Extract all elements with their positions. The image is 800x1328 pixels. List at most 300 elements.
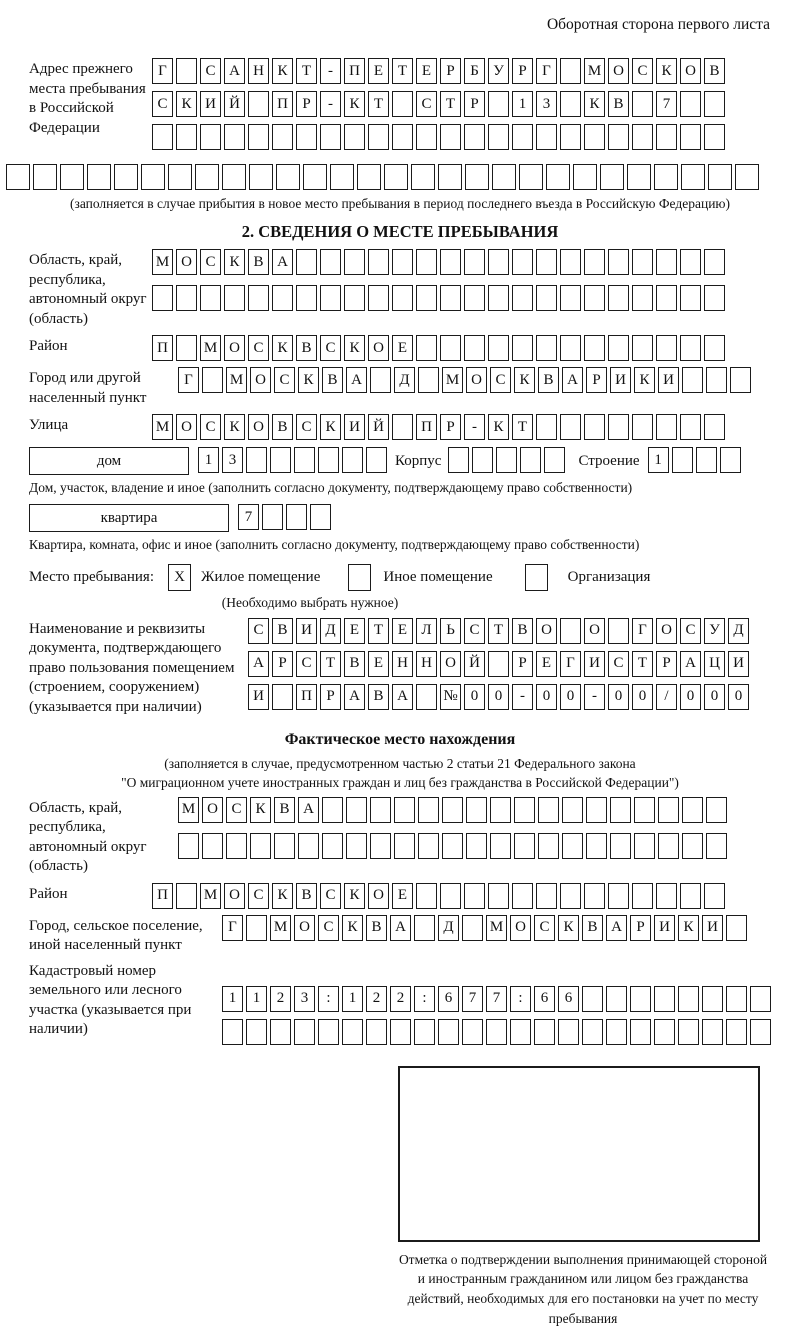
grid-cell bbox=[486, 1019, 507, 1045]
organization-label: Организация bbox=[567, 568, 651, 585]
grid-cell: В bbox=[248, 249, 269, 275]
stamp-area bbox=[398, 1066, 768, 1328]
organization-checkbox bbox=[525, 564, 548, 591]
prev-address-row-2 bbox=[152, 91, 728, 117]
grid-cell bbox=[272, 124, 293, 150]
grid-cell: М bbox=[200, 883, 221, 909]
grid-cell bbox=[730, 367, 751, 393]
grid-cell bbox=[298, 833, 319, 859]
grid-cell: А bbox=[392, 684, 413, 710]
grid-cell bbox=[246, 1019, 267, 1045]
grid-cell: О bbox=[250, 367, 271, 393]
grid-cell bbox=[682, 367, 703, 393]
grid-cell bbox=[394, 833, 415, 859]
grid-cell: 7 bbox=[462, 986, 483, 1012]
grid-cell: 0 bbox=[632, 684, 653, 710]
grid-cell: Т bbox=[296, 58, 317, 84]
grid-cell bbox=[344, 124, 365, 150]
grid-cell bbox=[270, 447, 291, 473]
grid-cell bbox=[448, 447, 469, 473]
grid-cell bbox=[654, 1019, 675, 1045]
grid-cell: О bbox=[656, 618, 677, 644]
grid-cell bbox=[656, 249, 677, 275]
grid-cell bbox=[168, 164, 192, 190]
grid-cell bbox=[512, 124, 533, 150]
grid-cell bbox=[114, 164, 138, 190]
document-block bbox=[0, 618, 800, 718]
s2-raion-label: Район bbox=[29, 338, 68, 355]
grid-cell bbox=[536, 335, 557, 361]
grid-cell: Е bbox=[536, 651, 557, 677]
grid-cell: Г bbox=[152, 58, 173, 84]
grid-cell: / bbox=[656, 684, 677, 710]
grid-cell bbox=[270, 1019, 291, 1045]
corner-note: Оборотная сторона первого листа bbox=[546, 16, 770, 33]
grid-cell bbox=[392, 414, 413, 440]
grid-cell: Т bbox=[368, 618, 389, 644]
grid-cell bbox=[706, 367, 727, 393]
grid-cell bbox=[682, 833, 703, 859]
grid-cell: А bbox=[344, 684, 365, 710]
s2-oblast-block bbox=[0, 249, 800, 329]
grid-cell bbox=[418, 833, 439, 859]
grid-cell: Т bbox=[320, 651, 341, 677]
grid-cell bbox=[303, 164, 327, 190]
other-premises-label: Иное помещение bbox=[383, 568, 493, 585]
grid-cell bbox=[346, 797, 367, 823]
grid-cell bbox=[368, 249, 389, 275]
grid-cell bbox=[274, 833, 295, 859]
grid-cell bbox=[560, 335, 581, 361]
grid-cell bbox=[632, 285, 653, 311]
grid-cell bbox=[222, 164, 246, 190]
grid-cell bbox=[416, 883, 437, 909]
grid-cell: 1 bbox=[222, 986, 243, 1012]
grid-cell bbox=[656, 883, 677, 909]
grid-cell bbox=[152, 285, 173, 311]
grid-cell bbox=[488, 91, 509, 117]
grid-cell bbox=[656, 285, 677, 311]
grid-cell: Р bbox=[320, 684, 341, 710]
grid-cell bbox=[320, 124, 341, 150]
grid-cell: : bbox=[510, 986, 531, 1012]
grid-cell bbox=[492, 164, 516, 190]
prev-address-row-4 bbox=[6, 164, 800, 190]
grid-cell: О bbox=[466, 367, 487, 393]
grid-cell bbox=[320, 249, 341, 275]
grid-cell bbox=[600, 164, 624, 190]
prev-address-grid bbox=[152, 58, 728, 157]
grid-cell bbox=[330, 164, 354, 190]
grid-cell bbox=[680, 285, 701, 311]
grid-cell: № bbox=[440, 684, 461, 710]
grid-cell bbox=[582, 1019, 603, 1045]
prev-address-note: (заполняется в случае прибытия в новое место пребывания в период последнего въезда в Российскую Федерацию) bbox=[69, 196, 731, 211]
f-raion-block bbox=[0, 883, 800, 909]
grid-cell: - bbox=[584, 684, 605, 710]
factual-note-1: (заполняется в случае, предусмотренном частью 2 статьи 21 Федерального закона bbox=[164, 756, 636, 772]
grid-cell: 1 bbox=[198, 447, 219, 473]
grid-cell bbox=[466, 797, 487, 823]
grid-cell: Р bbox=[440, 414, 461, 440]
grid-cell bbox=[416, 249, 437, 275]
grid-cell: О bbox=[202, 797, 223, 823]
grid-cell bbox=[582, 986, 603, 1012]
grid-cell: 1 bbox=[246, 986, 267, 1012]
grid-cell: 6 bbox=[438, 986, 459, 1012]
grid-cell: С bbox=[296, 414, 317, 440]
grid-cell: Е bbox=[392, 883, 413, 909]
grid-cell bbox=[702, 1019, 723, 1045]
grid-cell: Л bbox=[416, 618, 437, 644]
grid-cell: И bbox=[728, 651, 749, 677]
grid-cell: Р bbox=[296, 91, 317, 117]
residential-label: Жилое помещение bbox=[201, 568, 321, 585]
place-type-row bbox=[0, 563, 800, 591]
grid-cell bbox=[560, 91, 581, 117]
grid-cell bbox=[310, 504, 331, 530]
grid-cell: А bbox=[390, 915, 411, 941]
kvartira-box: квартира bbox=[29, 504, 229, 532]
grid-cell bbox=[440, 883, 461, 909]
grid-cell: Р bbox=[512, 58, 533, 84]
grid-cell bbox=[708, 164, 732, 190]
grid-cell bbox=[286, 504, 307, 530]
grid-cell: М bbox=[226, 367, 247, 393]
grid-cell bbox=[706, 797, 727, 823]
grid-cell bbox=[656, 124, 677, 150]
grid-cell bbox=[370, 833, 391, 859]
grid-cell bbox=[680, 249, 701, 275]
select-note: (Необходимо выбрать нужное) bbox=[221, 594, 399, 610]
grid-cell: С bbox=[490, 367, 511, 393]
grid-cell: С bbox=[274, 367, 295, 393]
grid-cell bbox=[442, 833, 463, 859]
grid-cell bbox=[464, 883, 485, 909]
f-oblast-label: Область, край, республика, автономный округ (область) bbox=[29, 799, 147, 875]
grid-cell: 1 bbox=[512, 91, 533, 117]
grid-cell bbox=[704, 91, 725, 117]
f-raion-label: Район bbox=[29, 885, 68, 902]
grid-cell: М bbox=[486, 915, 507, 941]
other-premises-checkbox bbox=[348, 564, 371, 591]
grid-cell bbox=[512, 883, 533, 909]
grid-cell bbox=[512, 249, 533, 275]
grid-cell: 1 bbox=[648, 447, 669, 473]
grid-cell: 0 bbox=[560, 684, 581, 710]
grid-cell: М bbox=[442, 367, 463, 393]
grid-cell bbox=[512, 335, 533, 361]
grid-cell bbox=[418, 797, 439, 823]
grid-cell bbox=[608, 285, 629, 311]
grid-cell: В bbox=[368, 684, 389, 710]
grid-cell bbox=[294, 1019, 315, 1045]
grid-cell: Р bbox=[656, 651, 677, 677]
grid-cell bbox=[440, 335, 461, 361]
grid-cell: В bbox=[322, 367, 343, 393]
s2-gorod-row bbox=[178, 367, 754, 393]
grid-cell bbox=[632, 249, 653, 275]
grid-cell bbox=[202, 367, 223, 393]
s2-ulitsa-row bbox=[152, 414, 728, 440]
korpus-cells bbox=[448, 447, 568, 473]
grid-cell bbox=[632, 91, 653, 117]
grid-cell bbox=[634, 797, 655, 823]
grid-cell bbox=[322, 833, 343, 859]
grid-cell: О bbox=[608, 58, 629, 84]
grid-cell bbox=[296, 249, 317, 275]
grid-cell bbox=[680, 414, 701, 440]
grid-cell: Е bbox=[392, 335, 413, 361]
prev-address-label: Адрес прежнего места пребывания в Российской Федерации bbox=[29, 61, 146, 136]
grid-cell: Р bbox=[272, 651, 293, 677]
grid-cell: К bbox=[176, 91, 197, 117]
grid-cell bbox=[538, 797, 559, 823]
grid-cell bbox=[536, 249, 557, 275]
grid-cell bbox=[248, 124, 269, 150]
grid-cell: П bbox=[296, 684, 317, 710]
grid-cell: Д bbox=[394, 367, 415, 393]
grid-cell: М bbox=[584, 58, 605, 84]
grid-cell: 2 bbox=[270, 986, 291, 1012]
grid-cell: О bbox=[440, 651, 461, 677]
grid-cell: К bbox=[634, 367, 655, 393]
grid-cell bbox=[320, 285, 341, 311]
grid-cell bbox=[357, 164, 381, 190]
grid-cell bbox=[656, 414, 677, 440]
grid-cell: 0 bbox=[728, 684, 749, 710]
grid-cell bbox=[654, 164, 678, 190]
grid-cell bbox=[560, 285, 581, 311]
grid-cell bbox=[560, 124, 581, 150]
grid-cell bbox=[440, 285, 461, 311]
grid-cell: С bbox=[320, 883, 341, 909]
grid-cell bbox=[488, 335, 509, 361]
grid-cell bbox=[464, 285, 485, 311]
grid-cell bbox=[586, 833, 607, 859]
grid-cell: И bbox=[344, 414, 365, 440]
grid-cell bbox=[672, 447, 693, 473]
grid-cell: Р bbox=[586, 367, 607, 393]
grid-cell: 2 bbox=[390, 986, 411, 1012]
grid-cell bbox=[442, 797, 463, 823]
grid-cell: 0 bbox=[704, 684, 725, 710]
grid-cell bbox=[276, 164, 300, 190]
grid-cell bbox=[720, 447, 741, 473]
grid-cell: У bbox=[488, 58, 509, 84]
grid-cell: О bbox=[680, 58, 701, 84]
grid-cell bbox=[584, 335, 605, 361]
grid-cell: С bbox=[318, 915, 339, 941]
kvartira-row bbox=[0, 504, 800, 532]
grid-cell: А bbox=[298, 797, 319, 823]
grid-cell: В bbox=[366, 915, 387, 941]
prev-address-row-3 bbox=[152, 124, 728, 150]
grid-cell: П bbox=[344, 58, 365, 84]
grid-cell: И bbox=[200, 91, 221, 117]
grid-cell: С bbox=[248, 335, 269, 361]
grid-cell: П bbox=[272, 91, 293, 117]
grid-cell bbox=[318, 1019, 339, 1045]
grid-cell: Т bbox=[368, 91, 389, 117]
grid-cell bbox=[464, 249, 485, 275]
grid-cell bbox=[414, 915, 435, 941]
grid-cell: К bbox=[272, 58, 293, 84]
grid-cell bbox=[534, 1019, 555, 1045]
grid-cell: Т bbox=[512, 414, 533, 440]
grid-cell: С bbox=[680, 618, 701, 644]
f-gorod-row bbox=[222, 915, 750, 941]
grid-cell bbox=[272, 285, 293, 311]
grid-cell bbox=[704, 285, 725, 311]
grid-cell bbox=[176, 335, 197, 361]
grid-cell bbox=[250, 833, 271, 859]
grid-cell bbox=[560, 618, 581, 644]
grid-cell: А bbox=[248, 651, 269, 677]
s2-raion-row bbox=[152, 335, 728, 361]
grid-cell: С bbox=[200, 414, 221, 440]
grid-cell bbox=[678, 986, 699, 1012]
grid-cell bbox=[262, 504, 283, 530]
grid-cell: 7 bbox=[656, 91, 677, 117]
grid-cell bbox=[680, 91, 701, 117]
grid-cell bbox=[466, 833, 487, 859]
grid-cell bbox=[520, 447, 541, 473]
grid-cell bbox=[176, 285, 197, 311]
grid-cell bbox=[200, 124, 221, 150]
s2-gorod-label: Город или другой населенный пункт bbox=[29, 370, 147, 406]
grid-cell bbox=[222, 1019, 243, 1045]
grid-cell bbox=[514, 797, 535, 823]
grid-cell: Т bbox=[632, 651, 653, 677]
grid-cell bbox=[608, 414, 629, 440]
grid-cell bbox=[226, 833, 247, 859]
grid-cell: Г bbox=[560, 651, 581, 677]
grid-cell: К bbox=[344, 91, 365, 117]
f-oblast-row-2 bbox=[178, 833, 730, 859]
grid-cell: К bbox=[250, 797, 271, 823]
grid-cell: Н bbox=[392, 651, 413, 677]
grid-cell: Н bbox=[416, 651, 437, 677]
grid-cell: Н bbox=[248, 58, 269, 84]
grid-cell: Е bbox=[344, 618, 365, 644]
grid-cell bbox=[586, 797, 607, 823]
stroenie-label: Строение bbox=[578, 453, 640, 470]
grid-cell bbox=[392, 124, 413, 150]
s2-raion-block bbox=[0, 335, 800, 361]
grid-cell: С bbox=[248, 618, 269, 644]
grid-cell bbox=[248, 285, 269, 311]
grid-cell: К bbox=[272, 335, 293, 361]
grid-cell: 6 bbox=[558, 986, 579, 1012]
grid-cell bbox=[536, 124, 557, 150]
residential-checkbox: X bbox=[168, 564, 191, 591]
grid-cell: О bbox=[368, 883, 389, 909]
grid-cell bbox=[416, 285, 437, 311]
s2-ulitsa-block bbox=[0, 414, 800, 440]
grid-cell: К bbox=[272, 883, 293, 909]
grid-cell bbox=[536, 883, 557, 909]
grid-cell: С bbox=[296, 651, 317, 677]
grid-cell bbox=[176, 58, 197, 84]
grid-cell: В bbox=[582, 915, 603, 941]
grid-cell: В bbox=[512, 618, 533, 644]
grid-cell bbox=[394, 797, 415, 823]
document-label: Наименование и реквизиты документа, подтверждающего право пользования помещением (строением, сооружением) (указывается при наличии) bbox=[29, 620, 235, 715]
grid-cell bbox=[246, 447, 267, 473]
grid-cell bbox=[726, 915, 747, 941]
grid-cell: 1 bbox=[342, 986, 363, 1012]
dom-note: Дом, участок, владение и иное (заполнить согласно документу, подтверждающему право собственности) bbox=[29, 480, 633, 496]
grid-cell: А bbox=[272, 249, 293, 275]
grid-cell bbox=[584, 414, 605, 440]
grid-cell: Д bbox=[728, 618, 749, 644]
grid-cell: К bbox=[320, 414, 341, 440]
grid-cell: У bbox=[704, 618, 725, 644]
grid-cell bbox=[464, 124, 485, 150]
grid-cell: К bbox=[656, 58, 677, 84]
grid-cell: Й bbox=[368, 414, 389, 440]
grid-cell: О bbox=[536, 618, 557, 644]
grid-cell: С bbox=[152, 91, 173, 117]
grid-cell: 0 bbox=[464, 684, 485, 710]
grid-cell: М bbox=[178, 797, 199, 823]
grid-cell bbox=[573, 164, 597, 190]
grid-cell: П bbox=[152, 335, 173, 361]
grid-cell bbox=[178, 833, 199, 859]
grid-cell: В bbox=[274, 797, 295, 823]
s2-oblast-row-1 bbox=[152, 249, 728, 275]
grid-cell bbox=[608, 335, 629, 361]
grid-cell: С bbox=[320, 335, 341, 361]
kadastr-block bbox=[0, 960, 800, 1052]
grid-cell bbox=[610, 833, 631, 859]
grid-cell bbox=[344, 249, 365, 275]
grid-cell: С bbox=[226, 797, 247, 823]
grid-cell bbox=[544, 447, 565, 473]
grid-cell: М bbox=[152, 414, 173, 440]
grid-cell bbox=[584, 124, 605, 150]
grid-cell bbox=[200, 285, 221, 311]
grid-cell bbox=[696, 447, 717, 473]
grid-cell bbox=[584, 285, 605, 311]
grid-cell bbox=[750, 986, 771, 1012]
grid-cell bbox=[296, 285, 317, 311]
stroenie-cells bbox=[648, 447, 744, 473]
grid-cell: - bbox=[464, 414, 485, 440]
grid-cell bbox=[195, 164, 219, 190]
grid-cell: И bbox=[584, 651, 605, 677]
grid-cell bbox=[141, 164, 165, 190]
grid-cell: И bbox=[248, 684, 269, 710]
grid-cell: 7 bbox=[486, 986, 507, 1012]
grid-cell: В bbox=[344, 651, 365, 677]
grid-cell bbox=[606, 986, 627, 1012]
grid-cell: Е bbox=[368, 651, 389, 677]
grid-cell bbox=[560, 249, 581, 275]
grid-cell bbox=[704, 883, 725, 909]
grid-cell bbox=[704, 124, 725, 150]
s2-ulitsa-label: Улица bbox=[29, 417, 69, 434]
grid-cell: М bbox=[152, 249, 173, 275]
grid-cell bbox=[392, 285, 413, 311]
grid-cell: И bbox=[296, 618, 317, 644]
grid-cell bbox=[224, 285, 245, 311]
grid-cell: Ц bbox=[704, 651, 725, 677]
grid-cell: С bbox=[200, 249, 221, 275]
grid-cell bbox=[346, 833, 367, 859]
grid-cell bbox=[560, 883, 581, 909]
